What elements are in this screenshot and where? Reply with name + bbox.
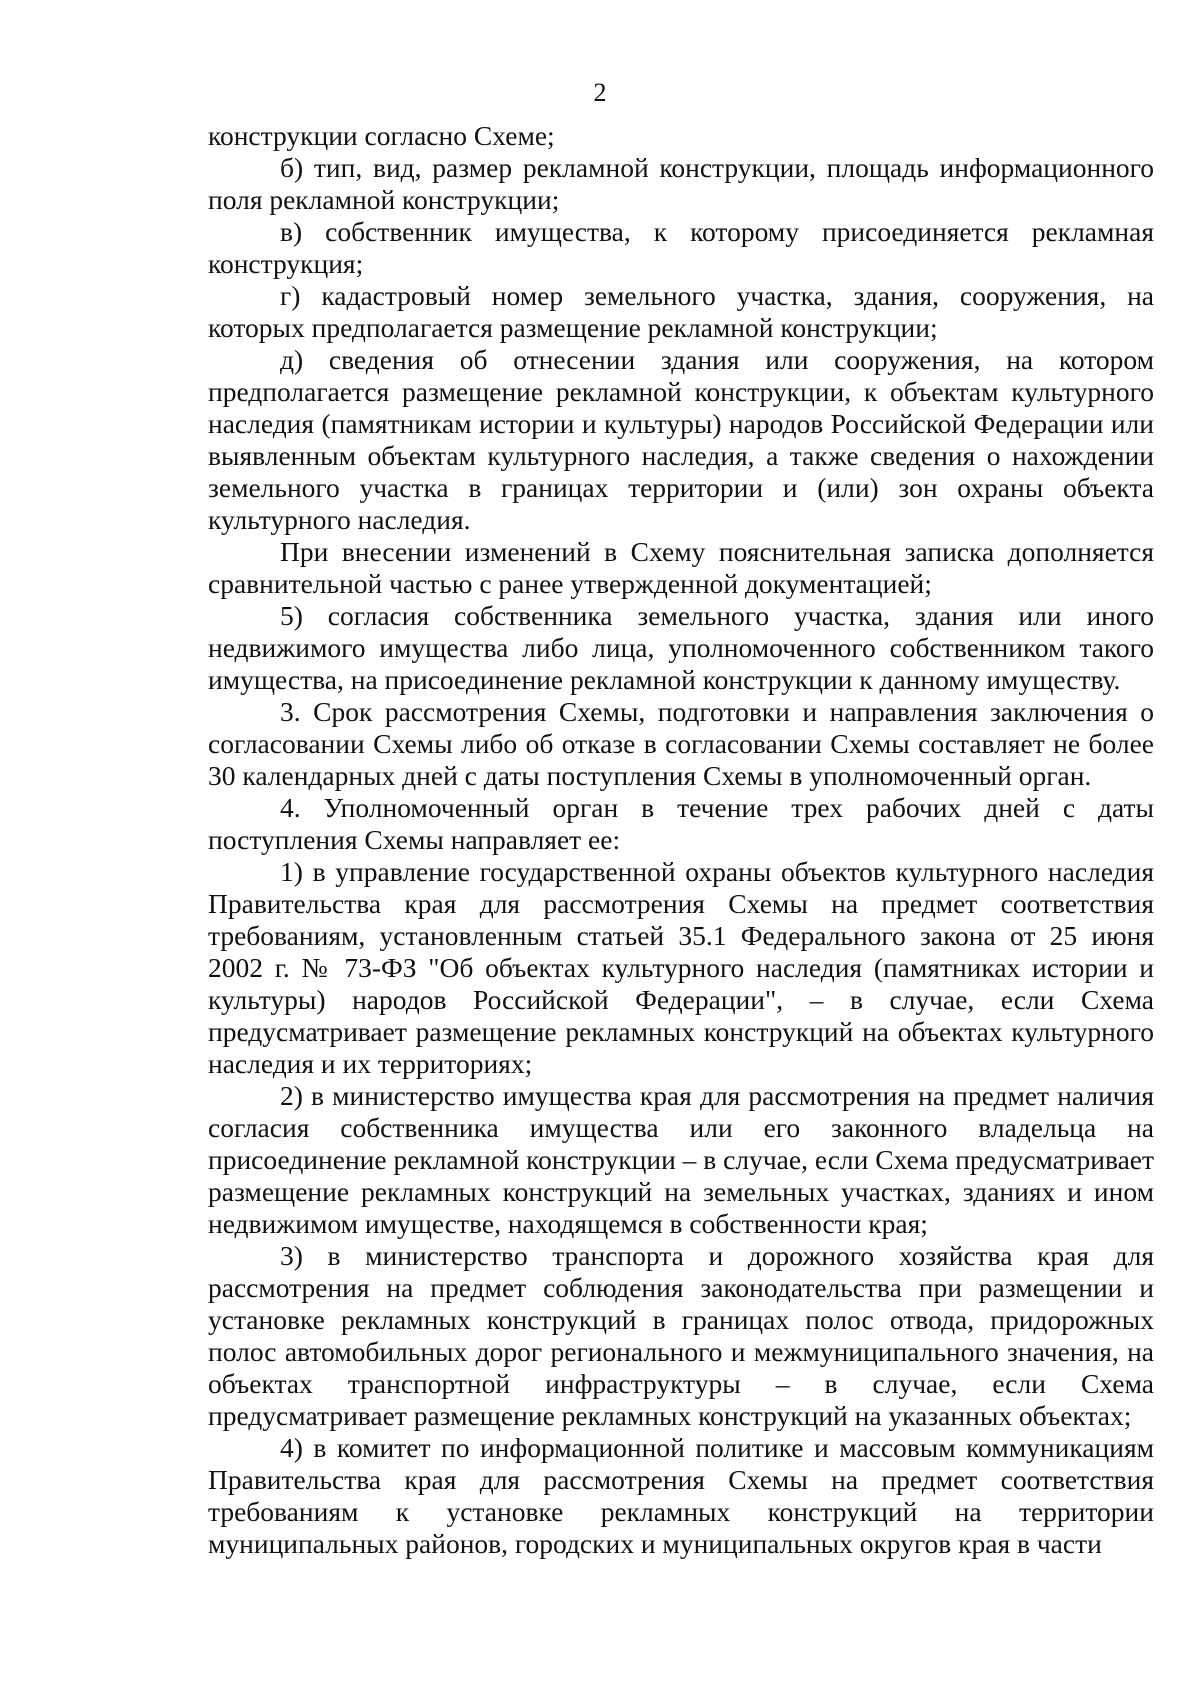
paragraph-subitem-2: 2) в министерство имущества края для рассмотрения на предмет наличия согласия собственника имущества или его законного владельца на присоединение рекламной конструкции – в случае, если Схема предусматривает размещение рекламных конструкций на земельных участках, зданиях и ином недвижимом имуществе, находящемся в собственности края; — [208, 1080, 1154, 1239]
paragraph-item-5: 5) согласия собственника земельного участка, здания или иного недвижимого имущества либо лица, уполномоченного собственником такого имущества, на присоединение рекламной конструкции к данному имуществу. — [208, 600, 1154, 695]
page-number: 2 — [593, 78, 607, 107]
paragraph-clause-4: 4. Уполномоченный орган в течение трех рабочих дней с даты поступления Схемы направляет ее: — [208, 792, 1154, 855]
paragraph-item-v: в) собственник имущества, к которому присоединяется рекламная конструкция; — [208, 216, 1154, 279]
paragraph-item-d: д) сведения об отнесении здания или сооружения, на котором предполагается размещение рекламной конструкции, к объектам культурного наследия (памятникам истории и культуры) народов Российской Федерации или выявленным объектам культурного наследия, а также сведения о нахождении земельного участка в границах территории и (или) зон охраны объекта культурного наследия. — [208, 344, 1154, 535]
paragraph-item-g: г) кадастровый номер земельного участка, здания, сооружения, на которых предполагается размещение рекламной конструкции; — [208, 280, 1154, 343]
paragraph-subitem-3: 3) в министерство транспорта и дорожного хозяйства края для рассмотрения на предмет соблюдения законодательства при размещении и установке рекламных конструкций в границах полос отвода, придорожных полос автомобильных дорог регионального и межмуниципального значения, на объектах транспортной инфраструктуры – в случае, если Схема предусматривает размещение рекламных конструкций на указанных объектах; — [208, 1240, 1154, 1431]
paragraph-continuation: конструкции согласно Схеме; — [208, 120, 555, 151]
paragraph-item-b: б) тип, вид, размер рекламной конструкции, площадь информационного поля рекламной конструкции; — [208, 152, 1154, 215]
paragraph-clause-3: 3. Срок рассмотрения Схемы, подготовки и направления заключения о согласовании Схемы либо об отказе в согласовании Схемы составляет не более 30 календарных дней с даты поступления Схемы в уполномоченный орган. — [208, 696, 1154, 791]
document-body — [208, 120, 1154, 1560]
paragraph-subitem-1: 1) в управление государственной охраны объектов культурного наследия Правительства края для рассмотрения Схемы на предмет соответствия требованиям, установленным статьей 35.1 Федерального закона от 25 июня 2002 г. № 73-ФЗ "Об объектах культурного наследия (памятниках истории и культуры) народов Российской Федерации", – в случае, если Схема предусматривает размещение рекламных конструкций на объектах культурного наследия и их территориях; — [208, 856, 1154, 1079]
paragraph-note: При внесении изменений в Схему пояснительная записка дополняется сравнительной частью с ранее утвержденной документацией; — [208, 536, 1154, 599]
paragraph-subitem-4: 4) в комитет по информационной политике и массовым коммуникациям Правительства края для рассмотрения Схемы на предмет соответствия требованиям к установке рекламных конструкций на территории муниципальных районов, городских и муниципальных округов края в части — [208, 1432, 1154, 1559]
